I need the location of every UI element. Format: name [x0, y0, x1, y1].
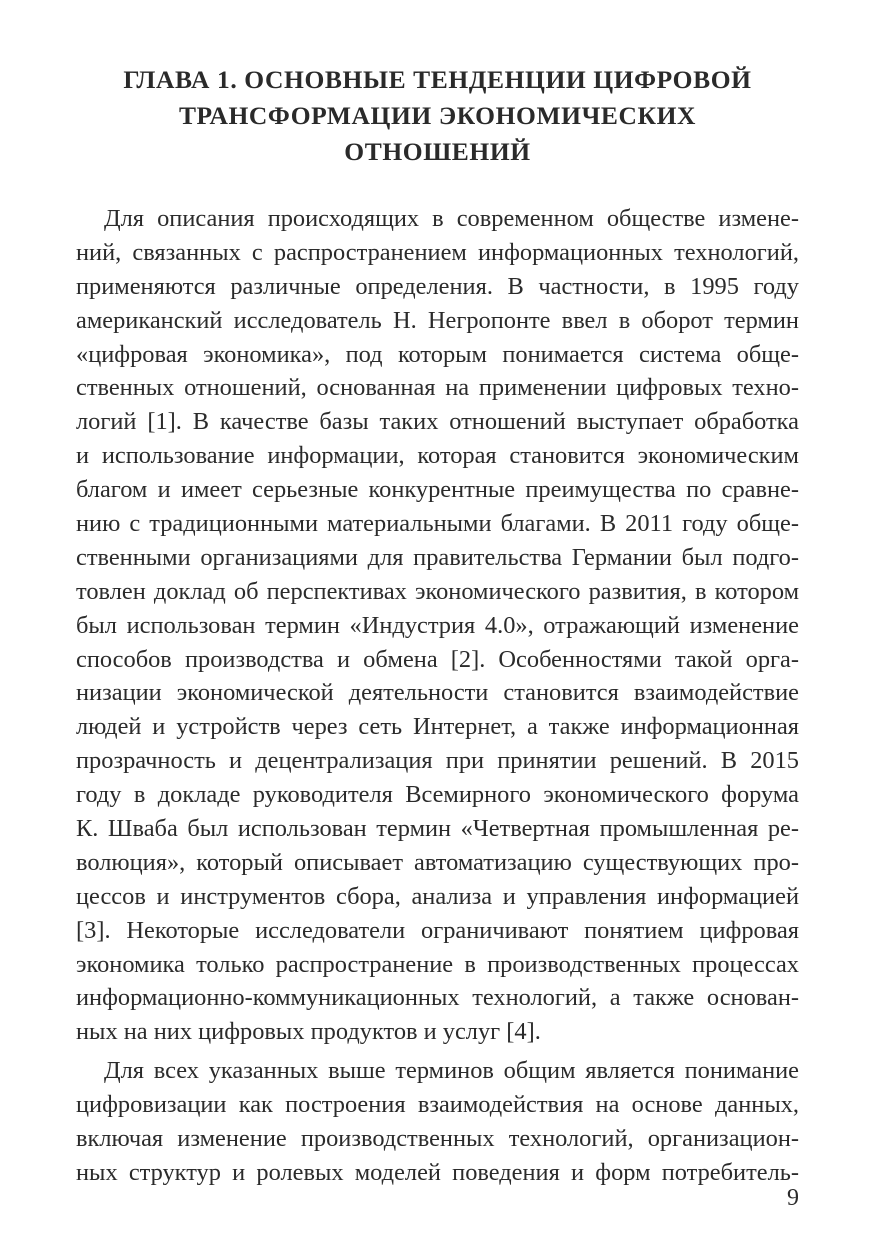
text-line: американский исследователь Н. Негропонте ввел в оборот термин — [76, 306, 799, 334]
text-line: цифровизации как построения взаимодействия на основе данных, — [76, 1091, 799, 1119]
chapter-title-line: ТРАНСФОРМАЦИИ ЭКОНОМИЧЕСКИХ — [178, 101, 697, 130]
chapter-title-line: ГЛАВА 1. ОСНОВНЫЕ ТЕНДЕНЦИИ ЦИФРОВОЙ — [123, 65, 752, 94]
text-line: экономика только распространение в производственных процессах — [76, 950, 799, 978]
text-line: ных структур и ролевых моделей поведения и форм потребитель- — [76, 1158, 799, 1186]
text-line: волюция», который описывает автоматизацию существующих про- — [76, 848, 799, 876]
text-line: ственными организациями для правительства Германии был подго- — [76, 543, 799, 571]
chapter-title-line: ОТНОШЕНИЙ — [344, 137, 531, 166]
text-line: ных на них цифровых продуктов и услуг [4]. — [76, 1018, 541, 1046]
text-line: был использован термин «Индустрия 4.0», отражающий изменение — [76, 611, 799, 639]
text-line: людей и устройств через сеть Интернет, а также информационная — [76, 713, 799, 741]
text-line: включая изменение производственных технологий, организацион- — [76, 1125, 799, 1153]
text-line: низации экономической деятельности становится взаимодействие — [76, 679, 799, 707]
text-line: и использование информации, которая становится экономическим — [76, 442, 799, 470]
paragraph-1 — [76, 202, 799, 1049]
text-line: ственных отношений, основанная на применении цифровых техно- — [76, 374, 799, 402]
text-line: логий [1]. В качестве базы таких отношений выступает обработка — [76, 408, 799, 436]
text-line: товлен доклад об перспективах экономического развития, в котором — [76, 577, 799, 605]
text-line: ний, связанных с распространением информационных технологий, — [76, 238, 799, 266]
text-line: году в докладе руководителя Всемирного экономического форума — [76, 781, 799, 809]
paragraph-2 — [76, 1054, 799, 1190]
text-line: благом и имеет серьезные конкурентные преимущества по сравне- — [76, 476, 799, 504]
text-line: цессов и инструментов сбора, анализа и управления информацией — [76, 882, 799, 910]
chapter-title — [76, 62, 799, 170]
text-line: [3]. Некоторые исследователи ограничивают понятием цифровая — [76, 916, 799, 944]
text-line: «цифровая экономика», под которым понимается система обще- — [76, 340, 799, 368]
text-line: Для описания происходящих в современном обществе измене- — [104, 205, 799, 232]
page-number: 9 — [787, 1185, 799, 1211]
text-line: способов производства и обмена [2]. Особенностями такой орга- — [76, 645, 799, 673]
body-text — [76, 202, 799, 1190]
text-line: Для всех указанных выше терминов общим является понимание — [104, 1057, 799, 1085]
text-line: информационно-коммуникационных технологий, а также основан- — [76, 984, 799, 1012]
text-line: К. Шваба был использован термин «Четвертная промышленная ре- — [76, 815, 799, 843]
text-line: прозрачность и децентрализация при принятии решений. В 2015 — [76, 747, 799, 775]
text-line: применяются различные определения. В частности, в 1995 году — [76, 272, 799, 300]
text-line: нию с традиционными материальными благами. В 2011 году обще- — [76, 510, 799, 538]
